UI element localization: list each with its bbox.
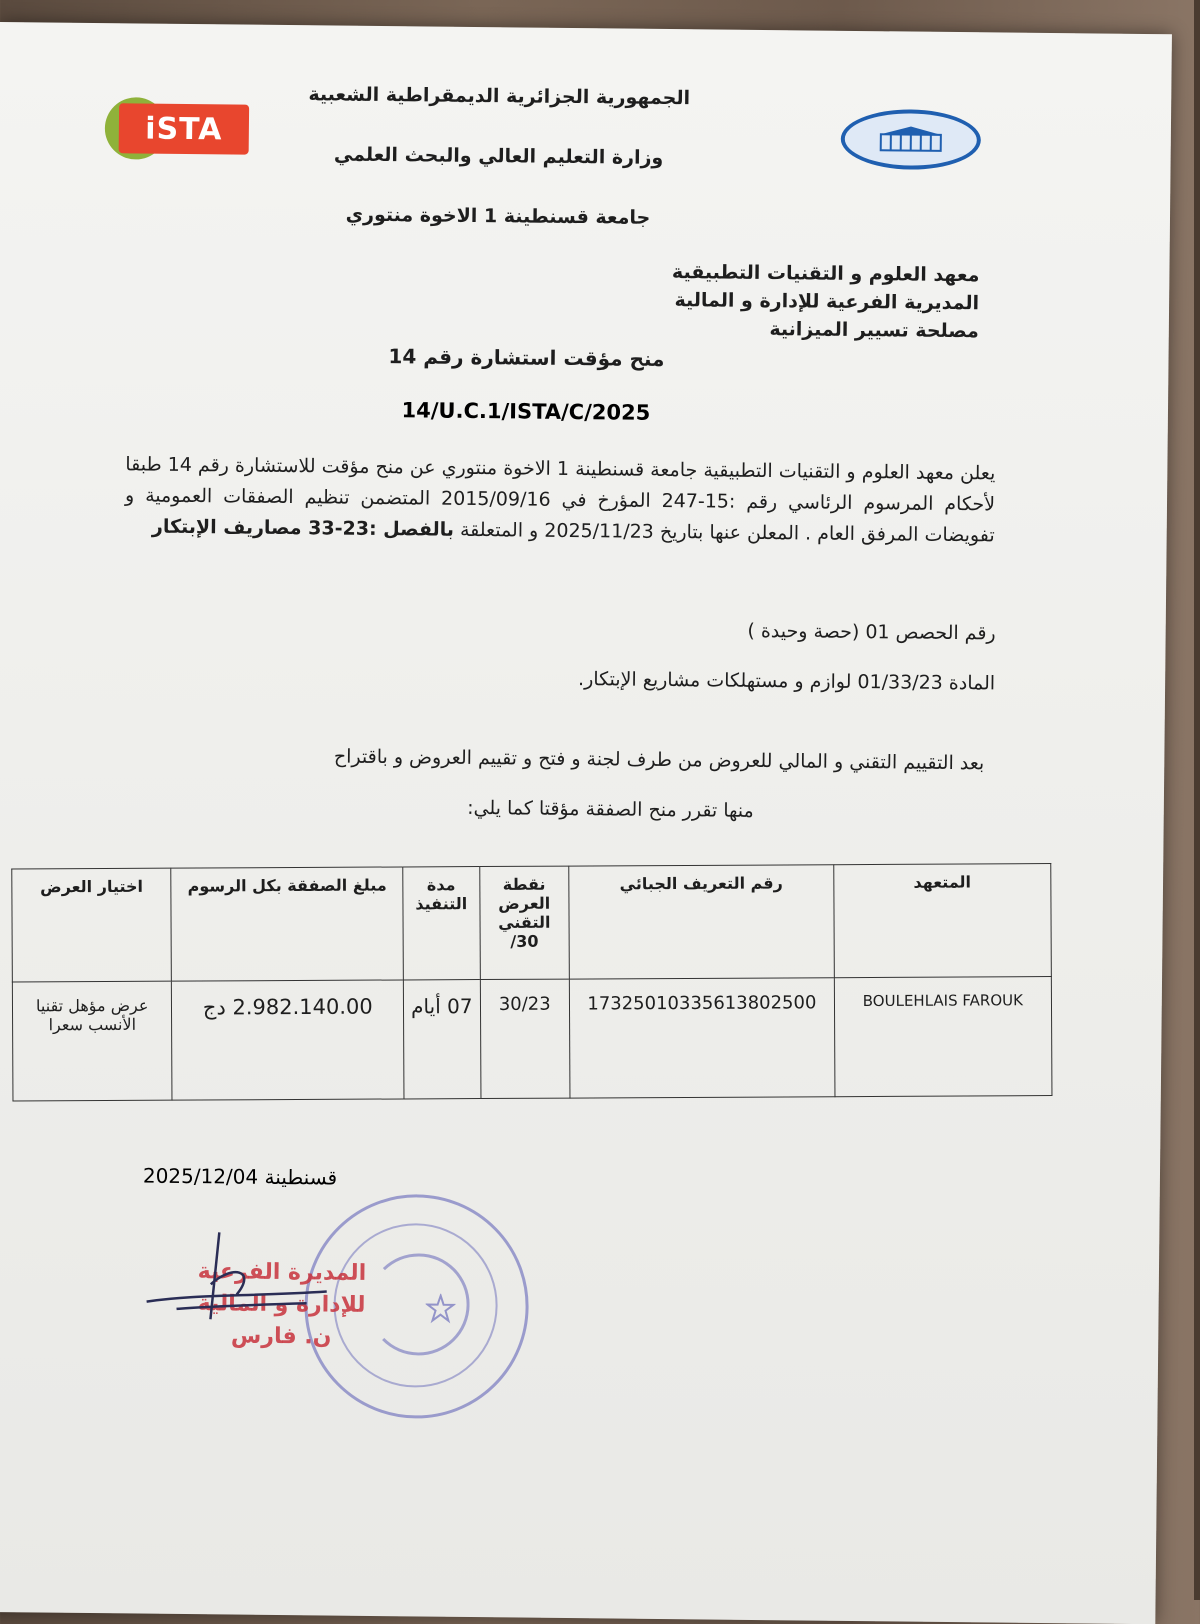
institute-line: معهد العلوم و التقنيات التطبيقية	[672, 261, 980, 286]
header-tech-score: نقطة العرض التقني 30/	[479, 866, 569, 979]
article-line: المادة 01/33/23 لوازم و مستهلكات مشاريع الإبتكار.	[578, 668, 995, 694]
republic-heading: الجمهورية الجزائرية الديمقراطية الشعبية	[0, 80, 999, 112]
background-edge	[1194, 0, 1200, 1600]
cell-tax-id: 17325010335613802500	[569, 978, 834, 1098]
signatory-name: ن. فارس	[146, 1320, 416, 1355]
cell-duration: 07 أيام	[404, 980, 481, 1099]
document-title: منح مؤقت استشارة رقم 14	[0, 340, 1057, 375]
star-icon	[425, 1294, 455, 1324]
document-reference: 14/U.C.1/ISTA/C/2025	[0, 394, 1056, 429]
table-header-row	[12, 864, 1052, 982]
announcement-chapter: بالفصل :23-33 مصاريف الإبتكار	[152, 516, 454, 541]
place-date: قسنطينة 2025/12/04	[143, 1164, 338, 1190]
subdirectorate-line: المديرية الفرعية للإدارة و المالية	[674, 289, 979, 314]
ista-logo-text: iSTA	[145, 111, 223, 147]
ministry-heading: وزارة التعليم العالي والبحث العلمي	[0, 140, 999, 172]
announcement-paragraph	[125, 449, 996, 551]
header-contractor: المتعهد	[834, 864, 1052, 978]
document-page	[0, 22, 1172, 1624]
cell-amount: 2.982.140.00 دج	[172, 980, 404, 1100]
decision-line: منها تقرر منح الصفقة مؤقتا كما يلي:	[467, 797, 754, 822]
announcement-text: يعلن معهد العلوم و التقنيات التطبيقية جامعة قسنطينة 1 الاخوة منتوري عن منح مؤقت للاستشارة رقم 14 طبقا لأحكام المرسوم الرئاسي رقم :15-247 المؤرخ في 2015/09/16 المتضمن تنظيم الصفقات العمومية و تفويضات المرفق العام . المعلن عنها بتاريخ 2025/11/23 و المتعلقة	[125, 453, 996, 546]
header-duration: مدة التنفيذ	[403, 867, 480, 980]
header-choice: اختيار العرض	[12, 868, 172, 982]
header-amount: مبلغ الصفقة بكل الرسوم	[171, 867, 403, 981]
budget-service-line: مصلحة تسيير الميزانية	[769, 318, 979, 342]
signatory-title-2: للإدارة و المالية	[146, 1288, 416, 1323]
lots-line: رقم الحصص 01 (حصة وحيدة )	[747, 620, 995, 645]
cell-choice: عرض مؤهل تقنيا الأنسب سعرا	[12, 981, 172, 1101]
university-heading: جامعة قسنطينة 1 الاخوة منتوري	[0, 200, 998, 232]
cell-tech-score: 30/23	[480, 979, 570, 1098]
signature	[136, 1224, 337, 1326]
cell-contractor: BOULEHLAIS FAROUK	[834, 977, 1052, 1097]
signatory-title-1: المديرة الفرعية	[147, 1256, 417, 1291]
header-tax-id: رقم التعريف الجبائي	[569, 865, 834, 979]
evaluation-line: بعد التقييم التقني و المالي للعروض من طرف لجنة و فتح و تقييم العروض و باقتراح	[304, 745, 984, 774]
table-row	[12, 977, 1052, 1101]
award-table	[11, 863, 1052, 1101]
